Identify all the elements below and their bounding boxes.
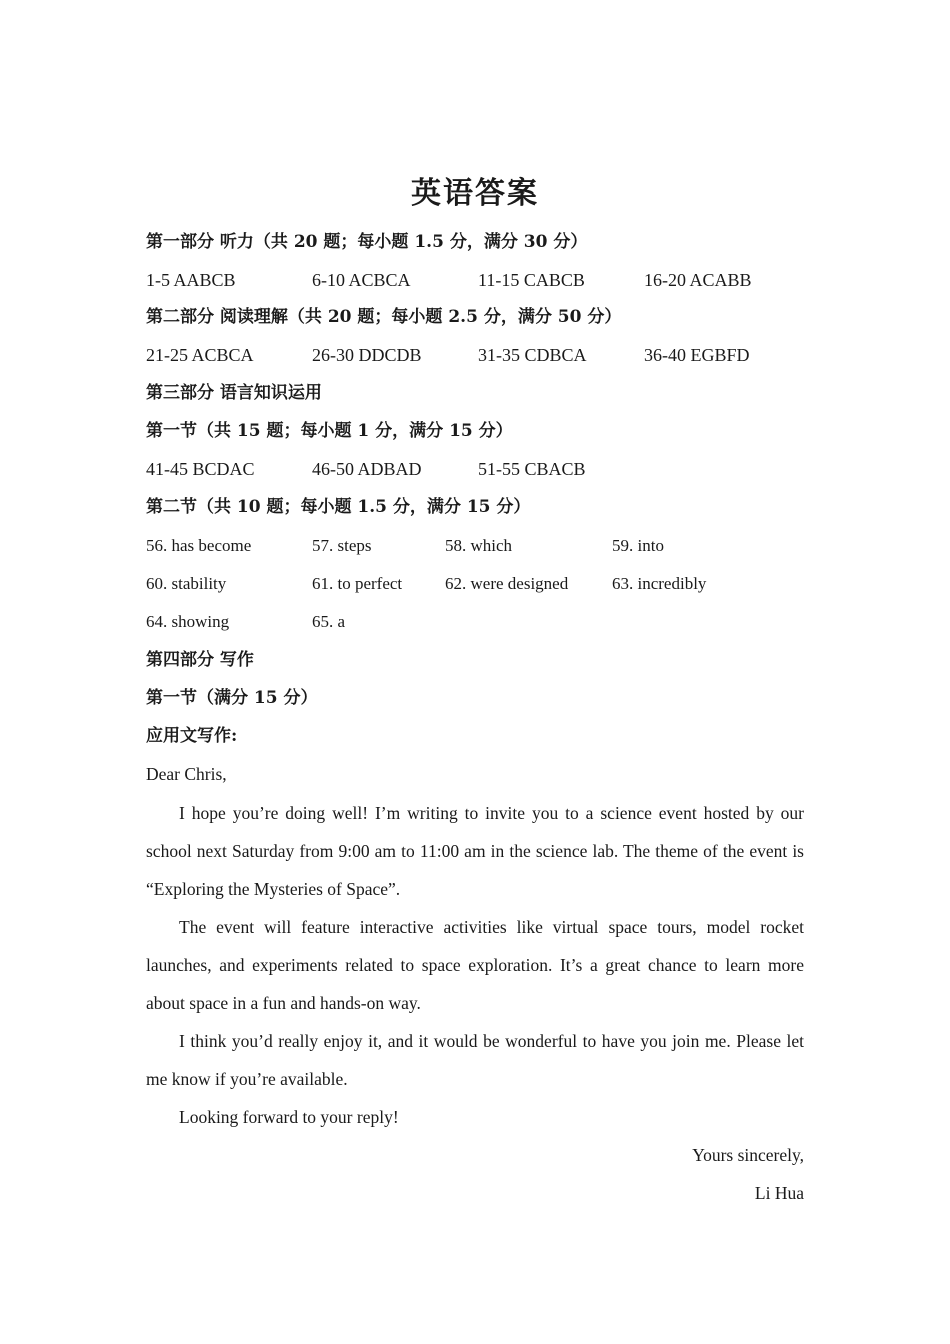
part4-heading: 第四部分 写作 xyxy=(146,650,254,670)
answer-group: 1-5 AABCB xyxy=(146,270,236,290)
answer-item: 56. has become xyxy=(146,536,252,555)
letter-paragraph: I hope you’re doing well! I’m writing to invite you to a science event hosted by our school next Saturday from 9:00 am to 11:00 am in the science lab. The theme of the event is “Exploring the Mysteries of Space”. xyxy=(146,803,804,899)
part2-heading: 第二部分 阅读理解（共 20 题；每小题 2.5 分，满分 50 分） xyxy=(146,307,622,327)
part3-section2-heading: 第二节（共 10 题；每小题 1.5 分，满分 15 分） xyxy=(146,497,531,517)
answer-group: 36-40 EGBFD xyxy=(644,345,750,365)
part3-section2-answer-row xyxy=(146,610,826,634)
answer-group: 31-35 CDBCA xyxy=(478,345,587,365)
part3-section2-answer-row xyxy=(146,572,826,596)
letter-closing: Yours sincerely, xyxy=(692,1145,804,1165)
part1-heading: 第一部分 听力（共 20 题；每小题 1.5 分，满分 30 分） xyxy=(146,232,588,252)
answer-group: 11-15 CABCB xyxy=(478,270,585,290)
answer-group: 6-10 ACBCA xyxy=(312,270,411,290)
answer-group: 41-45 BCDAC xyxy=(146,459,255,479)
answer-group: 21-25 ACBCA xyxy=(146,345,254,365)
letter-salutation: Dear Chris, xyxy=(146,764,227,784)
part1-answer-row xyxy=(146,268,826,292)
answer-item: 65. a xyxy=(312,612,346,631)
answer-item: 63. incredibly xyxy=(612,574,707,593)
answer-group: 51-55 CBACB xyxy=(478,459,586,479)
answer-item: 60. stability xyxy=(146,574,227,593)
part4-section1-subheading: 应用文写作: xyxy=(146,726,238,746)
letter-paragraph: Looking forward to your reply! xyxy=(179,1107,399,1127)
letter-paragraph: The event will feature interactive activities like virtual space tours, model rocket launches, and experiments related to space exploration. It’s a great chance to learn more about space in a fun and hands-on way. xyxy=(146,917,804,1013)
answer-item: 57. steps xyxy=(312,536,372,555)
part3-section1-answer-row xyxy=(146,457,826,481)
part3-section2-answer-row xyxy=(146,534,826,558)
answer-item: 59. into xyxy=(612,536,664,555)
part2-answer-row xyxy=(146,343,826,367)
answer-group: 16-20 ACABB xyxy=(644,270,752,290)
answer-group: 46-50 ADBAD xyxy=(312,459,422,479)
answer-item: 62. were designed xyxy=(445,574,569,593)
answer-group: 26-30 DDCDB xyxy=(312,345,422,365)
part3-section1-heading: 第一节（共 15 题；每小题 1 分，满分 15 分） xyxy=(146,421,513,441)
page-title: 英语答案 xyxy=(411,176,539,211)
answer-item: 61. to perfect xyxy=(312,574,403,593)
part3-heading: 第三部分 语言知识运用 xyxy=(146,383,322,403)
letter-signature: Li Hua xyxy=(754,1183,804,1203)
part4-section1-heading: 第一节（满分 15 分） xyxy=(146,688,318,708)
answer-item: 64. showing xyxy=(146,612,230,631)
answer-item: 58. which xyxy=(445,536,513,555)
letter-paragraph: I think you’d really enjoy it, and it would be wonderful to have you join me. Please let me know if you’re available. xyxy=(146,1031,804,1089)
